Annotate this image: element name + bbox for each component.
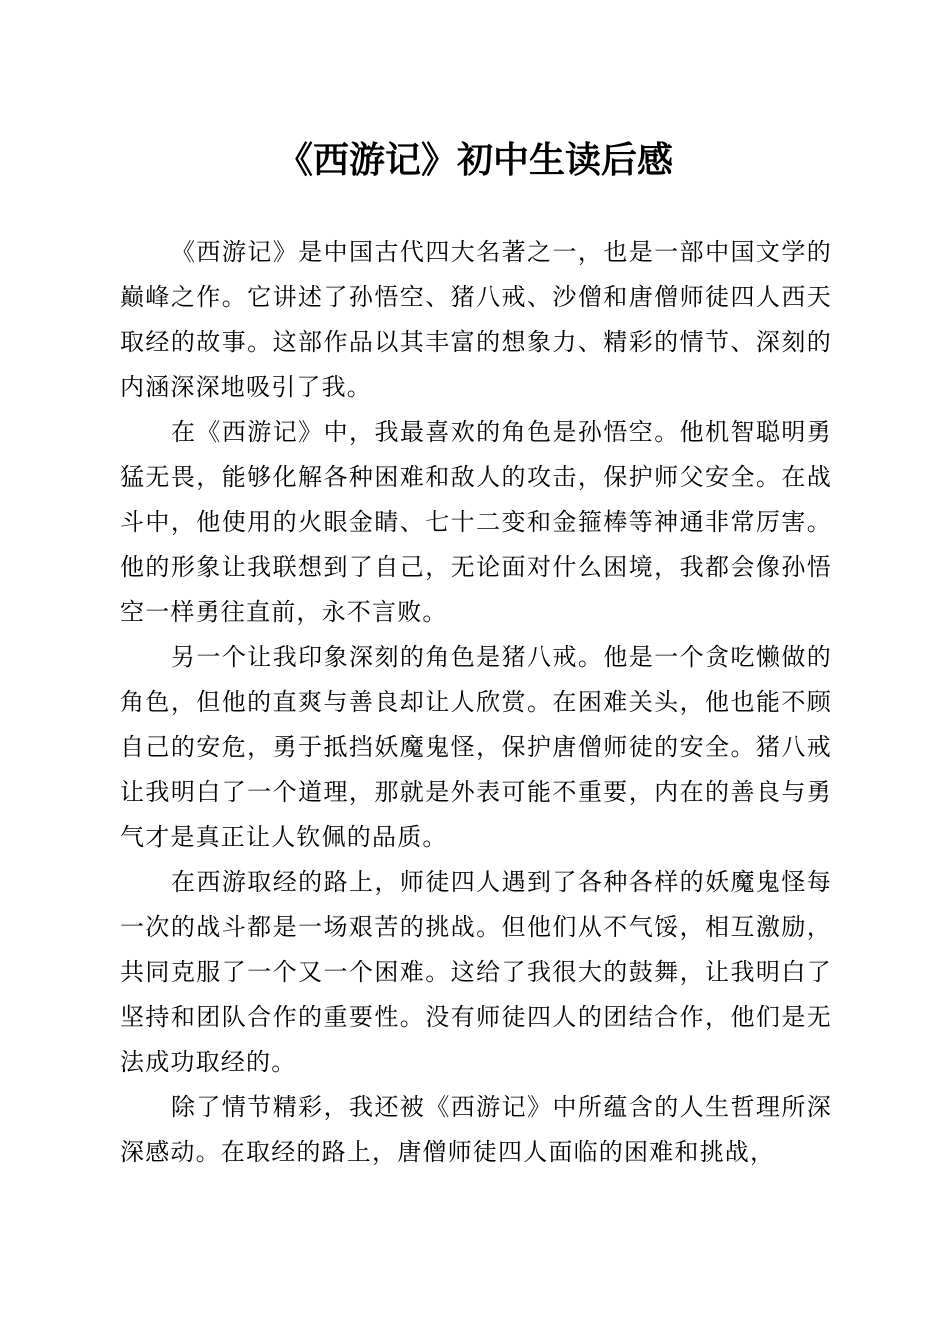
paragraph-4: 在西游取经的路上，师徒四人遇到了各种各样的妖魔鬼怪每一次的战斗都是一场艰苦的挑战。但他们从不气馁，相互激励，共同克服了一个又一个困难。这给了我很大的鼓舞，让我明白了坚持和团队合作的重要性。没有师徒四人的团结合作，他们是无法成功取经的。 xyxy=(120,868,832,1076)
paragraph-3: 另一个让我印象深刻的角色是猪八戒。他是一个贪吃懒做的角色，但他的直爽与善良却让人欣赏。在困难关头，他也能不顾自己的安危，勇于抵挡妖魔鬼怪，保护唐僧师徒的安全。猪八戒让我明白了一个道理，那就是外表可能不重要，内在的善良与勇气才是真正让人钦佩的品质。 xyxy=(120,643,832,851)
paragraph-5: 除了情节精彩，我还被《西游记》中所蕴含的人生哲理所深深感动。在取经的路上，唐僧师徒四人面临的困难和挑战， xyxy=(120,1093,832,1166)
document-body xyxy=(120,230,832,1175)
document-title: 《西游记》初中生读后感 xyxy=(276,139,673,181)
paragraph-1: 《西游记》是中国古代四大名著之一，也是一部中国文学的巅峰之作。它讲述了孙悟空、猪八戒、沙僧和唐僧师徒四人西天取经的故事。这部作品以其丰富的想象力、精彩的情节、深刻的内涵深深地吸引了我。 xyxy=(120,238,832,401)
paragraph-2: 在《西游记》中，我最喜欢的角色是孙悟空。他机智聪明勇猛无畏，能够化解各种困难和敌人的攻击，保护师父安全。在战斗中，他使用的火眼金睛、七十二变和金箍棒等神通非常厉害。他的形象让我联想到了自己，无论面对什么困境，我都会像孙悟空一样勇往直前，永不言败。 xyxy=(120,418,832,626)
